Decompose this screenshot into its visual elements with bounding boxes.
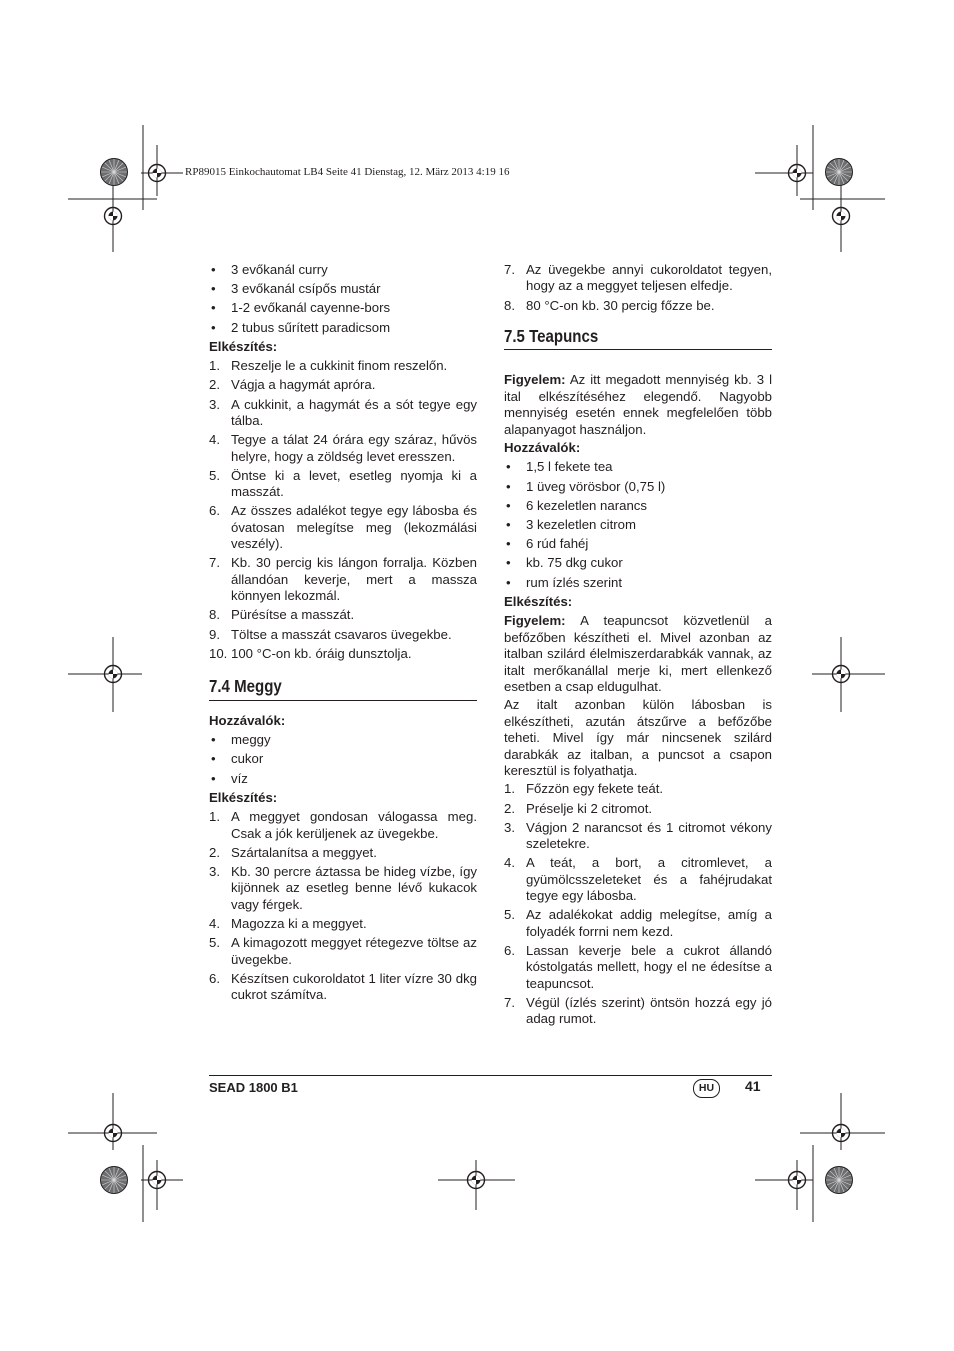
list-item: 8. 80 °C-on kb. 30 percig főzze be. — [504, 297, 715, 313]
preparation-label: Elkészítés: — [504, 593, 573, 609]
preparation-label: Elkészítés: — [209, 789, 278, 805]
list-item: 7. Kb. 30 percig kis lángon forralja. Közben állandóan keverje, mert a massza könnyen lekozmál. — [209, 555, 477, 604]
list-item: • 3 kezeletlen citrom — [506, 517, 636, 533]
body-paragraph: Az italt azonban külön lábosban is elkészítheti, azután átszűrve a befőzőbe teheti. Mivel így már nincsenek szilárd darabkák az italban, a puncsot a csapon keresztül is folyathatja. — [504, 697, 772, 778]
list-item: 6. Lassan keverje bele a cukrot állandó kóstolgatás mellett, hogy el ne édesítse a teapuncsot. — [504, 942, 772, 991]
list-item: • rum ízlés szerint — [506, 574, 622, 590]
list-item: 10. 100 °C-on kb. óráig dunsztolja. — [209, 645, 412, 661]
list-item: 2. Szártalanítsa a meggyet. — [209, 844, 377, 860]
color-wheel-icon — [826, 1167, 853, 1194]
list-item: • 2 tubus sűrített paradicsom — [211, 319, 391, 335]
footer-rule — [209, 1075, 772, 1076]
page-number: 41 — [745, 1078, 761, 1094]
list-item: • kb. 75 dkg cukor — [506, 555, 623, 571]
list-item: 8. Pürésítse a masszát. — [209, 607, 355, 623]
ingredients-label: Hozzávalók: — [504, 440, 581, 456]
preparation-label: Elkészítés: — [209, 338, 278, 354]
list-item: • 6 rúd fahéj — [506, 536, 589, 552]
list-item: • 3 evőkanál curry — [211, 262, 328, 277]
print-info-line: RP89015 Einkochautomat LB4 Seite 41 Dienstag, 12. März 2013 4:19 16 — [185, 166, 510, 178]
list-item: 6. Készítsen cukoroldatot 1 liter vízre 30 dkg cukrot számítva. — [209, 970, 477, 1003]
list-item: 4. Tegye a tálat 24 órára egy száraz, hűvös helyre, hogy a zöldség levet eresszen. — [209, 432, 477, 464]
section-heading-wrap — [504, 328, 772, 350]
language-badge: HU — [693, 1079, 720, 1098]
list-item: 4. A teát, a bort, a citromlevet, a gyümölcsszeleteket és a fahéjrudakat tegye egy lábosba. — [504, 855, 772, 904]
list-item: 2. Vágja a hagymát apróra. — [209, 377, 376, 393]
preparation-steps — [209, 809, 477, 1003]
note-paragraph: Figyelem: Az itt megadott mennyiség kb. 3 l ital elkészítéséhez elegendő. Nagyobb mennyiség esetén ennek megfelelően több alapanyagot használjon. — [504, 372, 772, 437]
preparation-steps — [504, 781, 772, 1027]
color-wheel-icon — [101, 1167, 128, 1194]
color-wheel-icon — [101, 159, 128, 186]
left-column — [209, 262, 477, 1006]
right-column — [504, 262, 772, 1031]
ingredient-list — [209, 732, 477, 787]
section-heading: 7.5 Teapuncs — [504, 326, 599, 347]
list-item: 2. Préselje ki 2 citromot. — [504, 800, 653, 816]
list-item: • cukor — [211, 751, 264, 767]
note-paragraph: Figyelem: A teapuncsot közvetlenül a befőzőben készítheti el. Mivel azonban az italban szilárd élelmiszerdarabkák vannak, az italt merőkanállal merje ki, mert ellenkező esetben a csap eldugulhat. — [504, 613, 772, 694]
list-item: 1. A meggyet gondosan válogassa meg. Csak a jók kerüljenek az üvegekbe. — [209, 809, 477, 841]
list-item: 3. Vágjon 2 narancsot és 1 citromot vékony szeletekre. — [504, 819, 772, 852]
list-item: 7. Végül (ízlés szerint) öntsön hozzá egy jó adag rumot. — [504, 995, 772, 1027]
list-item: 6. Az összes adalékot tegye egy lábosba és óvatosan melegítse meg (lekozmálási veszély). — [209, 503, 477, 552]
list-item: 7. Az üvegekbe annyi cukoroldatot tegyen, hogy az a meggyet teljesen elfedje. — [504, 262, 772, 294]
list-item: 4. Magozza ki a meggyet. — [209, 915, 367, 931]
section-heading-wrap — [209, 678, 477, 700]
list-item: 1. Főzzön egy fekete teát. — [504, 781, 664, 797]
section-heading: 7.4 Meggy — [209, 676, 282, 697]
list-item: 5. A kimagozott meggyet rétegezve töltse az üvegekbe. — [209, 935, 477, 967]
list-item: • meggy — [211, 732, 271, 748]
list-item: 5. Öntse ki a levet, esetleg nyomja ki a masszát. — [209, 467, 477, 500]
list-item: 5. Az adalékokat addig melegítse, amíg a folyadék forrni nem kezd. — [504, 907, 772, 939]
footer-model-number: SEAD 1800 B1 — [209, 1080, 298, 1095]
list-item: 9. Töltse a masszát csavaros üvegekbe. — [209, 626, 452, 642]
list-item: 3. Kb. 30 percre áztassa be hideg vízbe, így kijönnek az esetleg benne lévő kukacok vagy férgek. — [209, 863, 477, 912]
ingredient-list — [504, 459, 772, 591]
list-item: • 3 evőkanál csípős mustár — [211, 281, 381, 297]
list-item: 3. A cukkinit, a hagymát és a sót tegye egy tálba. — [209, 396, 477, 429]
preparation-steps-continued — [504, 262, 772, 314]
preparation-steps — [209, 358, 477, 662]
list-item: 1. Reszelje le a cukkinit finom reszelőn. — [209, 358, 448, 374]
list-item: • 1 üveg vörösbor (0,75 l) — [506, 478, 666, 494]
list-item: • 1,5 l fekete tea — [506, 459, 613, 475]
list-item: • 1-2 evőkanál cayenne-bors — [211, 300, 391, 316]
ingredient-list-continued — [209, 262, 477, 336]
list-item: • 6 kezeletlen narancs — [506, 497, 647, 513]
ingredients-label: Hozzávalók: — [209, 712, 286, 728]
list-item: • víz — [211, 770, 248, 786]
color-wheel-icon — [826, 159, 853, 186]
